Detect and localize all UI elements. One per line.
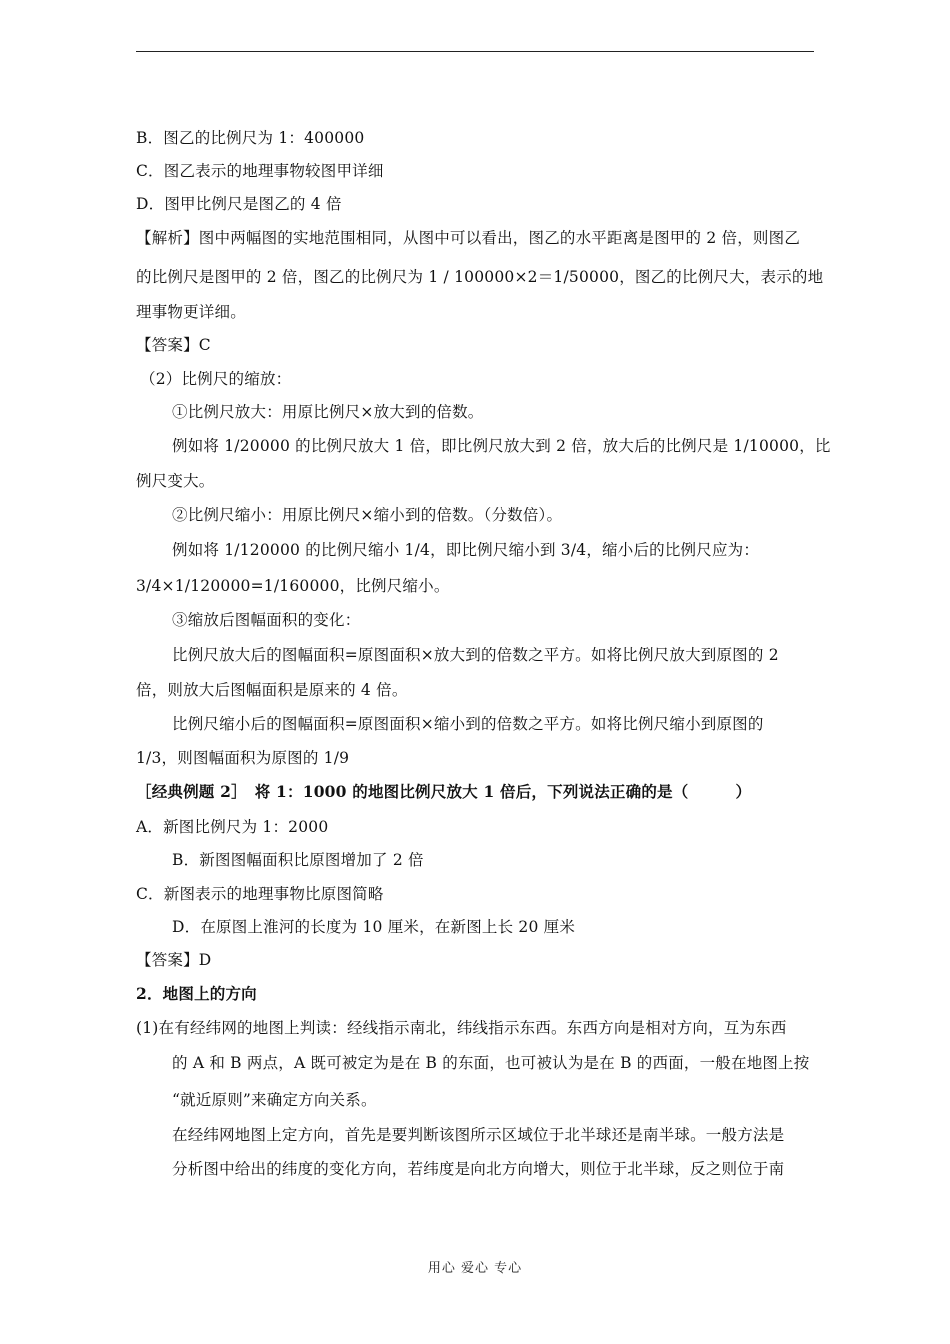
text-line: 比例尺放大后的图幅面积=原图面积×放大到的倍数之平方。如将比例尺放大到原图的 2 — [172, 646, 779, 664]
text-line: C．图乙表示的地理事物较图甲详细 — [136, 162, 384, 180]
text-line: 比例尺缩小后的图幅面积=原图面积×缩小到的倍数之平方。如将比例尺缩小到原图的 — [172, 715, 764, 733]
text-line: “就近原则”来确定方向关系。 — [172, 1091, 377, 1109]
option-b: B．新图图幅面积比原图增加了 2 倍 — [172, 851, 424, 869]
text-line: 例如将 1/20000 的比例尺放大 1 倍，即比例尺放大到 2 倍，放大后的比例尺是 1/10000，比 — [172, 437, 831, 455]
option-d: D．在原图上淮河的长度为 10 厘米，在新图上长 20 厘米 — [172, 918, 576, 936]
text-line: 的比例尺是图甲的 2 倍，图乙的比例尺为 1 / 100000×2＝1/50000，图乙的比例尺大，表示的地 — [136, 268, 824, 286]
option-c: C．新图表示的地理事物比原图简略 — [136, 885, 384, 903]
text-line: 分析图中给出的纬度的变化方向，若纬度是向北方向增大，则位于北半球，反之则位于南 — [172, 1160, 785, 1178]
text-line: D．图甲比例尺是图乙的 4 倍 — [136, 195, 342, 213]
text-line: (1)在有经纬网的地图上判读：经线指示南北，纬线指示东西。东西方向是相对方向，互为东西 — [136, 1019, 787, 1037]
text-line: 倍，则放大后图幅面积是原来的 4 倍。 — [136, 681, 408, 699]
example-heading: ［经典例题 2］ 将 1：1000 的地图比例尺放大 1 倍后，下列说法正确的是（ ） — [136, 782, 752, 801]
text-line: 的 A 和 B 两点，A 既可被定为是在 B 的东面，也可被认为是在 B 的西面，一般在地图上按 — [172, 1054, 810, 1072]
page-footer: 用心 爱心 专心 — [427, 1261, 523, 1276]
text-line: ②比例尺缩小：用原比例尺×缩小到的倍数。（分数倍）。 — [172, 506, 563, 524]
option-a: A．新图比例尺为 1：2000 — [136, 818, 329, 836]
section-heading: （2）比例尺的缩放： — [140, 370, 292, 388]
header-rule — [136, 51, 814, 52]
text-line: 理事物更详细。 — [136, 303, 246, 321]
answer-label: 【答案】C — [136, 336, 211, 354]
text-line: 例尺变大。 — [136, 472, 215, 490]
text-line: ③缩放后图幅面积的变化： — [172, 611, 361, 629]
text-line: B．图乙的比例尺为 1：400000 — [136, 129, 365, 147]
text-line: 例如将 1/120000 的比例尺缩小 1/4，即比例尺缩小到 3/4，缩小后的比例尺应为： — [172, 541, 760, 559]
section-heading: 2．地图上的方向 — [136, 984, 257, 1003]
text-line: 在经纬网地图上定方向，首先是要判断该图所示区域位于北半球还是南半球。一般方法是 — [172, 1126, 785, 1144]
text-line: ①比例尺放大：用原比例尺×放大到的倍数。 — [172, 403, 484, 421]
text-line: 【解析】图中两幅图的实地范围相同，从图中可以看出，图乙的水平距离是图甲的 2 倍，则图乙 — [136, 229, 801, 247]
text-line: 3/4×1/120000=1/160000，比例尺缩小。 — [136, 577, 450, 595]
answer-label: 【答案】D — [136, 951, 212, 969]
text-line: 1/3，则图幅面积为原图的 1/9 — [136, 749, 350, 767]
